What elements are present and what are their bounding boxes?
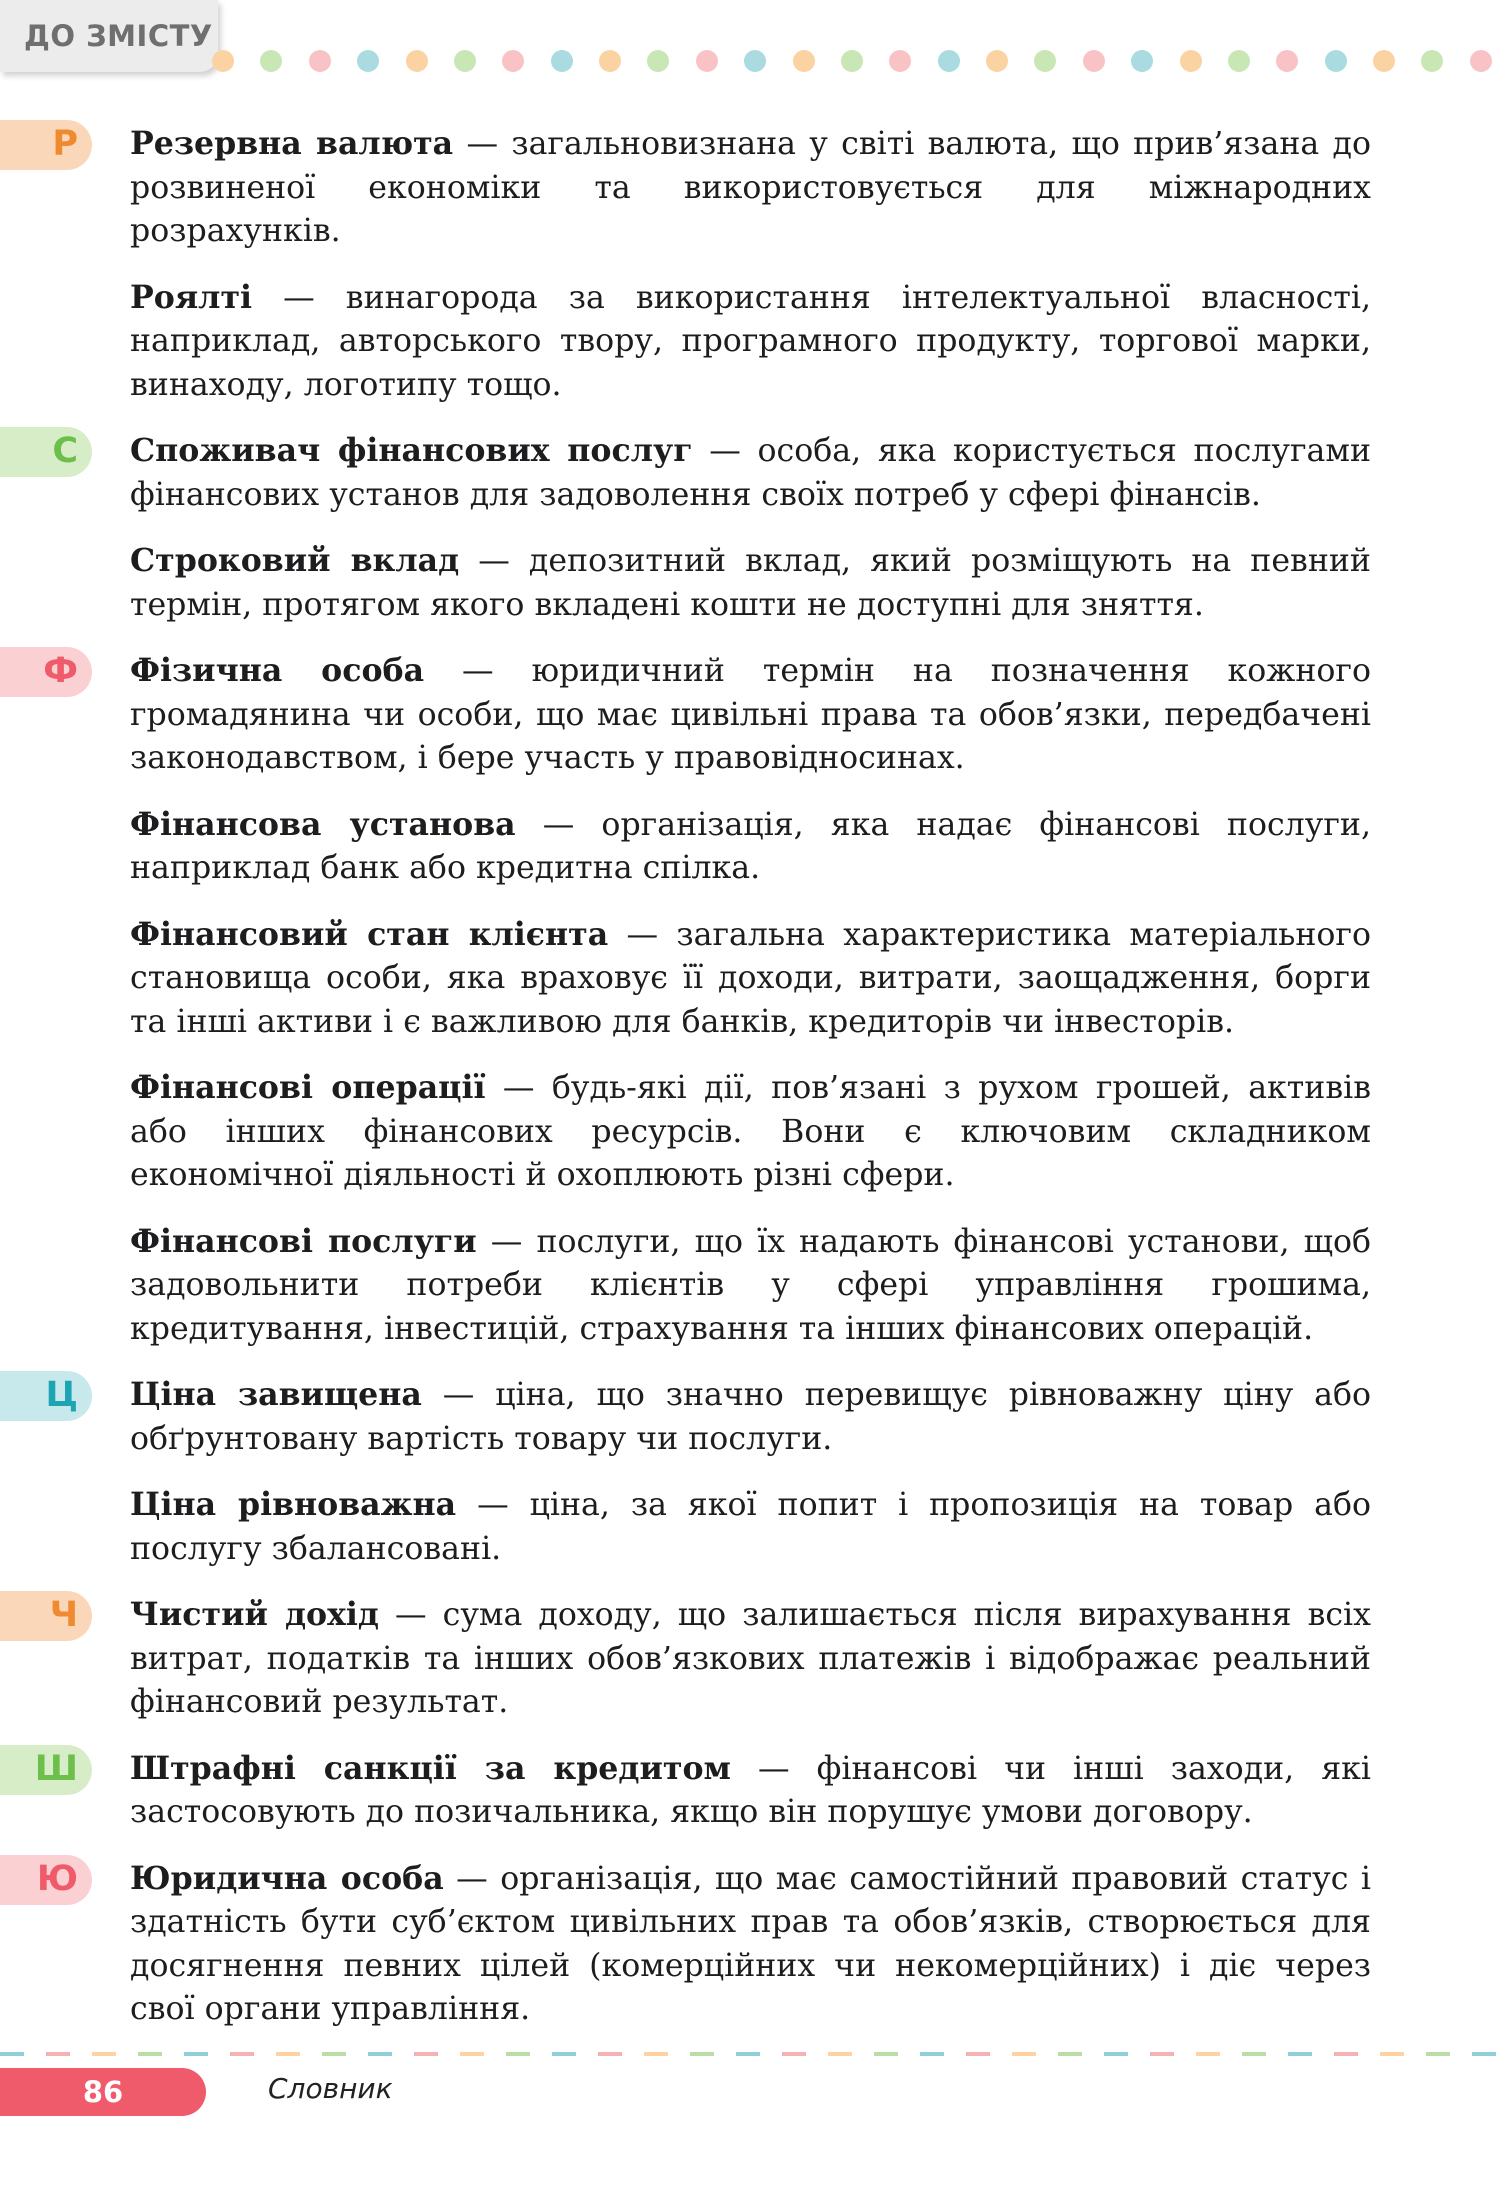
- glossary-entry: [130, 1220, 1371, 1352]
- decorative-dot: [938, 50, 960, 72]
- glossary-term: Фізична особа: [130, 652, 425, 689]
- glossary-term: Строковий вклад: [130, 542, 460, 579]
- page-number-badge: [0, 2068, 206, 2116]
- glossary-definition: — будь-які дії, пов’язані з рухом грошей, активів або інших фінансових ресурсів. Вони є ключовим складником економічної діяльності й охоплюють різні сфери.: [130, 1070, 1372, 1193]
- decorative-dot: [551, 50, 573, 72]
- glossary-term: Юридична особа: [130, 1859, 444, 1897]
- glossary-term: Ціна завищена: [130, 1376, 422, 1413]
- decorative-dot: [309, 50, 331, 72]
- glossary-entry: [52, 429, 1371, 517]
- decorative-dot: [647, 50, 669, 72]
- decorative-dot: [406, 50, 428, 72]
- glossary-definition: — загальна характеристика матеріального становища особи, яка враховує її доходи, витрати, заощадження, борги та інші активи і є важливою для банків, кредиторів чи інвесторів.: [130, 916, 1371, 1040]
- decorative-dot: [1421, 50, 1443, 72]
- letter-marker: Ю: [0, 1855, 92, 1905]
- glossary-term: Ціна рівноважна: [130, 1486, 457, 1523]
- glossary-term: Фінансові операції: [130, 1069, 486, 1106]
- glossary-term: Чистий дохід: [130, 1596, 379, 1633]
- glossary-term: Фінансова установа: [130, 805, 516, 843]
- section-name: Словник: [268, 2072, 393, 2105]
- decorative-dot: [793, 50, 815, 72]
- glossary-definition: — юридичний термін на позначення кожного громадянина чи особи, що має цивільні права та обов’язки, передбачені законодавством, і бере участь у правовідносинах.: [130, 653, 1371, 776]
- glossary-definition: — сума доходу, що залишається після вирахування всіх витрат, податків та інших обов’язкових платежів і відображає реальний фінансовий результат.: [130, 1597, 1371, 1720]
- glossary-definition: — депозитний вклад, який розміщують на певний термін, протягом якого вкладені кошти не доступні для зняття.: [130, 543, 1371, 623]
- decorative-dot: [1470, 50, 1492, 72]
- decorative-dot: [212, 50, 234, 72]
- decorative-dot: [841, 50, 863, 72]
- decorative-dot: [454, 50, 476, 72]
- glossary-entry: [130, 1483, 1371, 1571]
- decorative-dot: [260, 50, 282, 72]
- decorative-dot: [1373, 50, 1395, 72]
- glossary-definition: — послуги, що їх надають фінансові установи, щоб задовольнити потреби клієнтів у сфері управління грошима, кредитування, інвестицій, страхування та інших фінансових операцій.: [130, 1223, 1371, 1347]
- glossary-term: Фінансовий стан клієнта: [130, 915, 609, 953]
- letter-marker: Ц: [0, 1371, 92, 1421]
- glossary-definition: — ціна, за якої попит і пропозиція на товар або послугу збалансовані.: [130, 1487, 1371, 1567]
- glossary-definition: — загальновизнана у світі валюта, що прив’язана до розвиненої економіки та використовується для міжнародних розрахунків.: [130, 126, 1371, 249]
- glossary-entry: [52, 122, 1371, 254]
- decorative-dot: [1083, 50, 1105, 72]
- letter-marker: Ш: [0, 1745, 92, 1795]
- glossary-definition: — фінансові чи інші заходи, які застосовують до позичальника, якщо він порушує умови договору.: [130, 1750, 1371, 1830]
- letter-marker: Ф: [0, 647, 92, 697]
- glossary-entry: [36, 1857, 1371, 2032]
- glossary-term: Штрафні санкції за кредитом: [130, 1749, 731, 1787]
- glossary-definition: — організація, що має самостійний правовий статус і здатність бути суб’єктом цивільних прав та обов’язків, створюється для досягнення певних цілей (комерційних чи некомерційних) і діє через свої органи управління.: [130, 1860, 1371, 2027]
- glossary-entry: [130, 276, 1371, 408]
- decorative-dot: [1034, 50, 1056, 72]
- glossary-entry: [130, 803, 1371, 891]
- glossary-entry: [49, 1593, 1371, 1725]
- glossary-list: [0, 122, 1500, 2054]
- glossary-entry: [130, 1066, 1371, 1198]
- letter-marker: Ч: [0, 1591, 92, 1641]
- decorative-dot: [889, 50, 911, 72]
- decorative-dot: [1276, 50, 1298, 72]
- glossary-term: Фінансові послуги: [130, 1222, 477, 1260]
- letter-marker: Р: [0, 120, 92, 170]
- decorative-dot: [502, 50, 524, 72]
- decorative-dot: [986, 50, 1008, 72]
- glossary-definition: — ціна, що значно перевищує рівноважну ціну або обґрунтовану вартість товару чи послуги.: [130, 1377, 1371, 1457]
- decorative-dot: [1228, 50, 1250, 72]
- decorative-dot: [1131, 50, 1153, 72]
- glossary-term: Роялті: [130, 278, 253, 316]
- glossary-entry: [130, 913, 1371, 1045]
- decorative-dot: [599, 50, 621, 72]
- decorative-dot-row: [212, 48, 1492, 74]
- footer-divider: [0, 2052, 1500, 2056]
- glossary-definition: — винагорода за використання інтелектуальної власності, наприклад, авторського твору, програмного продукту, торгової марки, винаходу, логотипу тощо.: [130, 279, 1371, 403]
- glossary-term: Споживач фінансових послуг: [130, 432, 693, 469]
- decorative-dot: [1180, 50, 1202, 72]
- page-number: 86: [82, 2075, 124, 2109]
- glossary-entry: [34, 1747, 1371, 1835]
- back-to-contents-button[interactable]: [0, 0, 218, 72]
- glossary-entry: [45, 1373, 1371, 1461]
- glossary-entry: [43, 649, 1371, 781]
- glossary-term: Резервна валюта: [130, 125, 454, 162]
- decorative-dot: [696, 50, 718, 72]
- glossary-entry: [130, 539, 1371, 627]
- decorative-dot: [357, 50, 379, 72]
- glossary-definition: — особа, яка користується послугами фінансових установ для задоволення своїх потреб у сфері фінансів.: [130, 433, 1371, 513]
- decorative-dot: [744, 50, 766, 72]
- letter-marker: С: [0, 427, 92, 477]
- back-to-contents-label: ДО ЗМІСТУ: [24, 19, 213, 53]
- glossary-definition: — організація, яка надає фінансові послуги, наприклад банк або кредитна спілка.: [130, 806, 1371, 886]
- decorative-dot: [1325, 50, 1347, 72]
